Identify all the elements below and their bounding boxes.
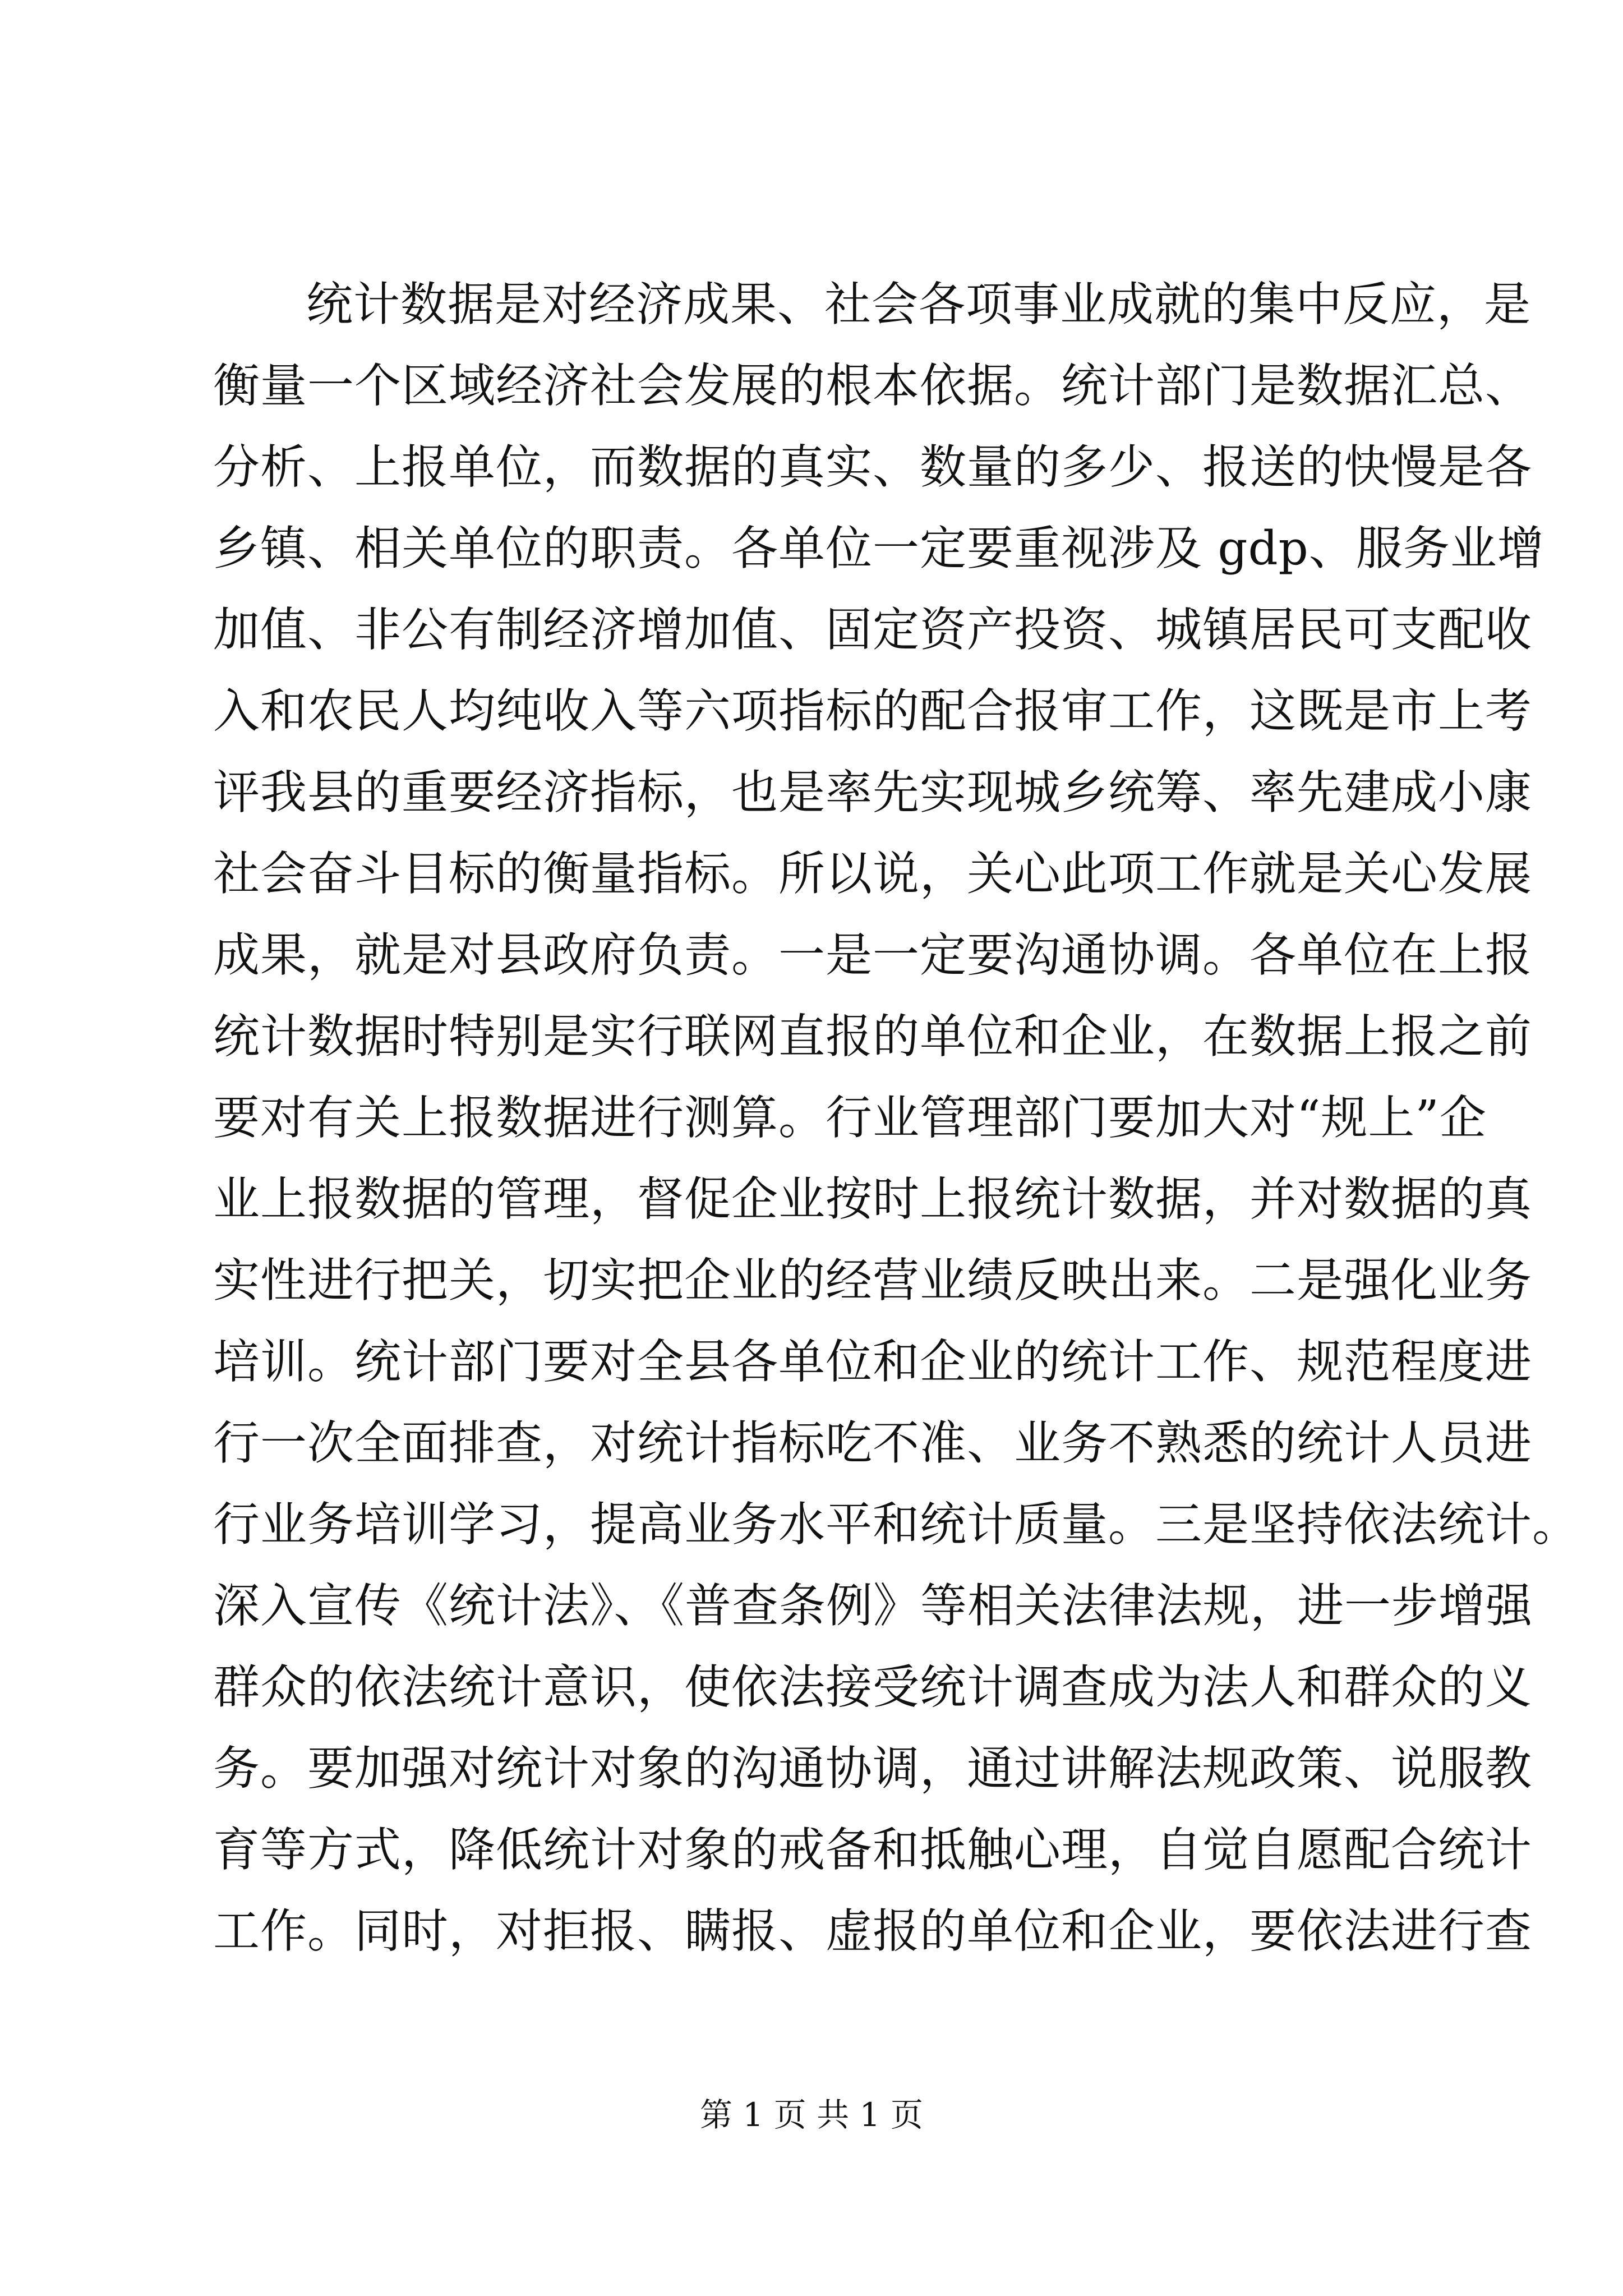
body-paragraph bbox=[213, 264, 1579, 1972]
paragraph-line: 乡镇、相关单位的职责。各单位一定要重视涉及 gdp、服务业增 bbox=[213, 521, 1544, 576]
paragraph-line: 培训。统计部门要对全县各单位和企业的统计工作、规范程度进 bbox=[213, 1335, 1532, 1389]
page-number-footer: 第 1 页 共 1 页 bbox=[700, 2096, 923, 2134]
paragraph-line: 育等方式，降低统计对象的戒备和抵触心理，自觉自愿配合统计 bbox=[213, 1823, 1532, 1877]
paragraph-line: 衡量一个区域经济社会发展的根本依据。统计部门是数据汇总、 bbox=[213, 358, 1532, 413]
paragraph-line: 统计数据时特别是实行联网直报的单位和企业，在数据上报之前 bbox=[213, 1009, 1532, 1064]
paragraph-line: 深入宣传《统计法》、《普查条例》等相关法律法规，进一步增强 bbox=[213, 1579, 1533, 1633]
paragraph-line: 群众的依法统计意识，使依法接受统计调查成为法人和群众的义 bbox=[213, 1660, 1532, 1714]
paragraph-line: 工作。同时，对拒报、瞒报、虚报的单位和企业，要依法进行查 bbox=[213, 1904, 1532, 1958]
paragraph-line: 业上报数据的管理，督促企业按时上报统计数据，并对数据的真 bbox=[213, 1172, 1532, 1226]
paragraph-line: 入和农民人均纯收入等六项指标的配合报审工作，这既是市上考 bbox=[213, 684, 1532, 738]
paragraph-line: 行一次全面排查，对统计指标吃不准、业务不熟悉的统计人员进 bbox=[213, 1416, 1532, 1470]
paragraph-line: 社会奋斗目标的衡量指标。所以说，关心此项工作就是关心发展 bbox=[213, 846, 1532, 901]
paragraph-line: 行业务培训学习，提高业务水平和统计质量。三是坚持依法统计。 bbox=[213, 1497, 1579, 1552]
paragraph-line: 成果，就是对县政府负责。一是一定要沟通协调。各单位在上报 bbox=[213, 928, 1532, 982]
paragraph-line: 实性进行把关，切实把企业的经营业绩反映出来。二是强化业务 bbox=[213, 1253, 1532, 1308]
paragraph-line: 要对有关上报数据进行测算。行业管理部门要加大对“规上”企 bbox=[213, 1091, 1487, 1145]
paragraph-line: 评我县的重要经济指标，也是率先实现城乡统筹、率先建成小康 bbox=[213, 765, 1532, 820]
paragraph-line: 分析、上报单位，而数据的真实、数量的多少、报送的快慢是各 bbox=[213, 440, 1532, 494]
paragraph-line: 加值、非公有制经济增加值、固定资产投资、城镇居民可支配收 bbox=[213, 602, 1532, 657]
paragraph-line: 务。要加强对统计对象的沟通协调，通过讲解法规政策、说服教 bbox=[213, 1741, 1532, 1796]
paragraph-line: 统计数据是对经济成果、社会各项事业成就的集中反应，是 bbox=[306, 277, 1531, 332]
